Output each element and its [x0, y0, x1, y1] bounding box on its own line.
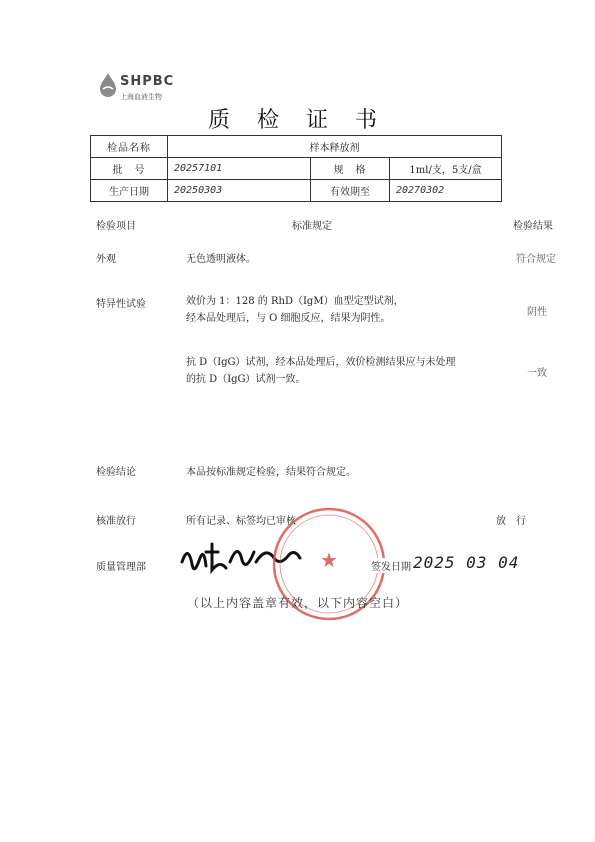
row-result: 一致: [527, 368, 547, 379]
spec-label: 规 格: [311, 158, 390, 180]
product-value: 样本释放剂: [168, 136, 502, 158]
row-item: 特异性试验: [96, 299, 146, 310]
row-result: 阴性: [527, 307, 547, 318]
footer-note: （以上内容盖章有效，以下内容空白）: [186, 596, 408, 610]
page-title: 质 检 证 书: [208, 108, 387, 133]
brand-subtitle: 上海血液生物: [120, 93, 162, 101]
standard-line: 经本品处理后，与 O 细胞反应，结果为阴性。: [186, 313, 391, 324]
standard-line: 的抗 D（IgG）试剂一致。: [186, 374, 306, 385]
mfg-date-label: 生产日期: [91, 180, 168, 202]
spec-value: 1ml/支，5支/盒: [390, 158, 502, 180]
conclusion-label: 检验结论: [96, 467, 136, 478]
release-text: 所有记录、标签均已审核: [186, 516, 296, 527]
mfg-date-value: 20250303: [168, 180, 311, 202]
standard-line: 抗 D（IgG）试剂，经本品处理后，效价检测结果应与未处理: [186, 357, 456, 368]
row-standard: [186, 293, 404, 327]
company-logo-icon: [96, 72, 120, 100]
batch-label: 批 号: [91, 158, 168, 180]
release-result: 放 行: [496, 516, 526, 527]
expiry-label: 有效期至: [311, 180, 390, 202]
column-result: 检验结果: [513, 221, 553, 232]
batch-value: 20257101: [168, 158, 311, 180]
qa-label: 质量管理部: [96, 562, 146, 573]
column-item: 检验项目: [96, 221, 136, 232]
row-standard: 无色透明液体。: [186, 254, 256, 265]
row-standard: [186, 354, 456, 388]
expiry-value: 20270302: [390, 180, 502, 202]
release-label: 核准放行: [96, 516, 136, 527]
conclusion-text: 本品按标准规定检验，结果符合规定。: [186, 467, 356, 478]
row-result: 符合规定: [516, 254, 556, 265]
brand-name: SHPBC: [120, 74, 175, 89]
sign-date-label: 签发日期: [371, 558, 411, 573]
row-item: 外观: [96, 254, 116, 265]
sign-date-value: 2025 03 04: [413, 553, 520, 572]
standard-line: 效价为 1：128 的 RhD（IgM）血型定型试剂，: [186, 296, 404, 307]
column-standard: 标准规定: [292, 221, 332, 232]
svg-text:★: ★: [320, 548, 338, 572]
header-table: [90, 135, 502, 202]
product-label: 检品名称: [91, 136, 168, 158]
